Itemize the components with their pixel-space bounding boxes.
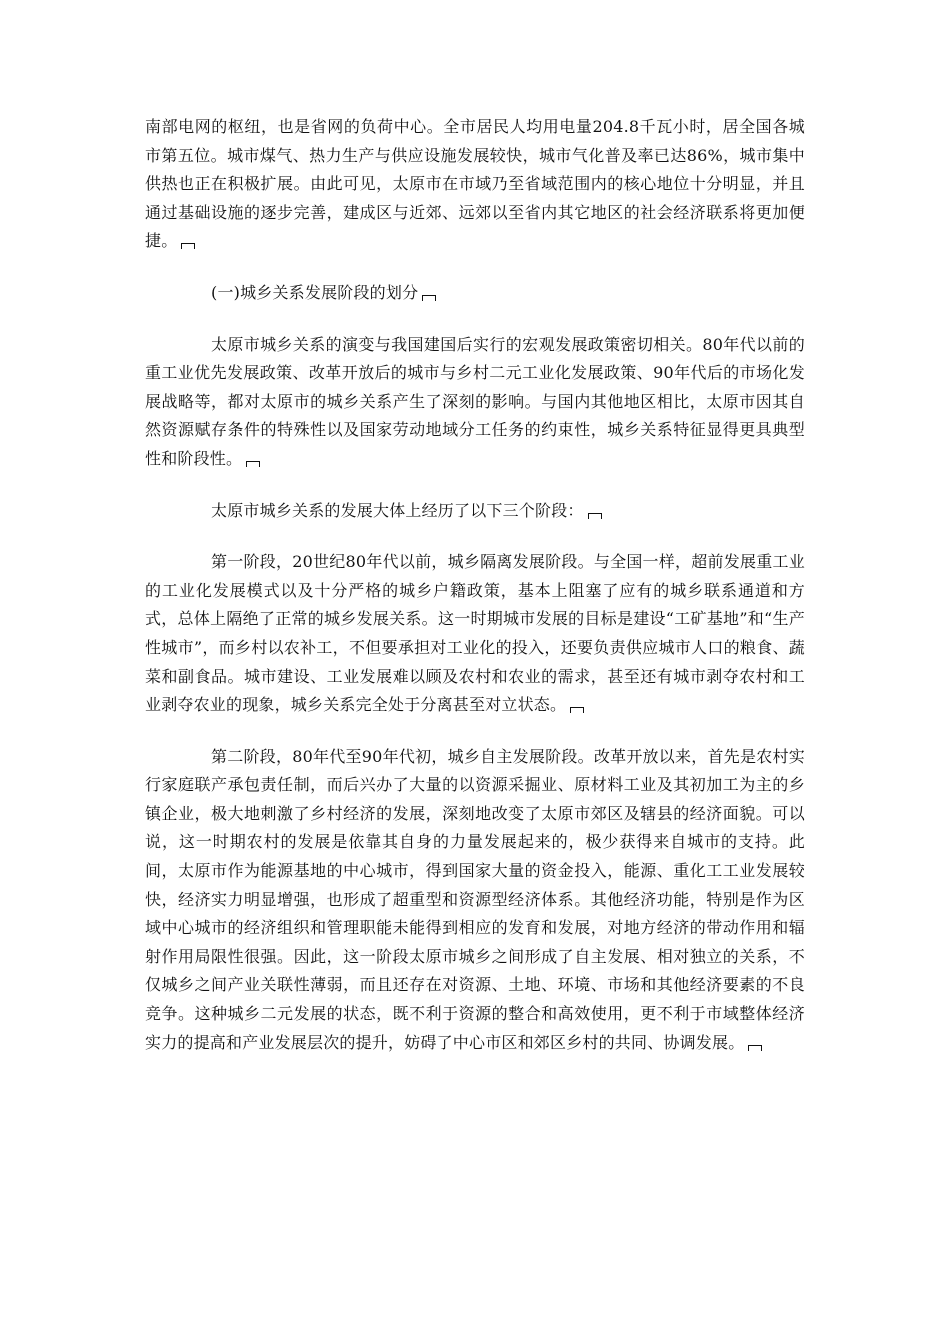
paragraph-end-mark bbox=[570, 707, 584, 713]
document-page bbox=[145, 113, 805, 1057]
paragraph-end-mark bbox=[181, 243, 195, 249]
section-heading: (一)城乡关系发展阶段的划分 bbox=[145, 279, 805, 308]
paragraph-end-mark bbox=[246, 461, 260, 467]
paragraph: 太原市城乡关系的发展大体上经历了以下三个阶段： bbox=[145, 497, 805, 526]
paragraph: 第一阶段，20世纪80年代以前，城乡隔离发展阶段。与全国一样，超前发展重工业的工业化发展模式以及十分严格的城乡户籍政策，基本上阻塞了应有的城乡联系通道和方式，总体上隔绝了正常的城乡发展关系。这一时期城市发展的目标是建设“工矿基地”和“生产性城市”，而乡村以农补工，不但要承担对工业化的投入，还要负责供应城市人口的粮食、蔬菜和副食品。城市建设、工业发展难以顾及农村和农业的需求，甚至还有城市剥夺农村和工业剥夺农业的现象，城乡关系完全处于分离甚至对立状态。 bbox=[145, 552, 805, 715]
paragraph: 太原市城乡关系的演变与我国建国后实行的宏观发展政策密切相关。80年代以前的重工业优先发展政策、改革开放后的城市与乡村二元工业化发展政策、90年代后的市场化发展战略等，都对太原市的城乡关系产生了深刻的影响。与国内其他地区相比，太原市因其自然资源赋存条件的特殊性以及国家劳动地域分工任务的约束性，城乡关系特征显得更具典型性和阶段性。 bbox=[145, 334, 805, 468]
paragraph-end-mark bbox=[422, 295, 436, 301]
paragraph: 第二阶段，80年代至90年代初，城乡自主发展阶段。改革开放以来，首先是农村实行家庭联产承包责任制，而后兴办了大量的以资源采掘业、原材料工业及其初加工为主的乡镇企业，极大地刺激了乡村经济的发展，深刻地改变了太原市郊区及辖县的经济面貌。可以说，这一时期农村的发展是依靠其自身的力量发展起来的，极少获得来自城市的支持。此间，太原市作为能源基地的中心城市，得到国家大量的资金投入，能源、重化工工业发展较快，经济实力明显增强，也形成了超重型和资源型经济体系。其他经济功能，特别是作为区域中心城市的经济组织和管理职能未能得到相应的发育和发展，对地方经济的带动作用和辐射作用局限性很强。因此，这一阶段太原市城乡之间形成了自主发展、相对独立的关系，不仅城乡之间产业关联性薄弱，而且还存在对资源、土地、环境、市场和其他经济要素的不良竞争。这种城乡二元发展的状态，既不利于资源的整合和高效使用，更不利于市域整体经济实力的提高和产业发展层次的提升，妨碍了中心市区和郊区乡村的共同、协调发展。 bbox=[145, 746, 805, 1052]
paragraph-continuation: 南部电网的枢纽，也是省网的负荷中心。全市居民人均用电量204.8千瓦小时，居全国各城市第五位。城市煤气、热力生产与供应设施发展较快，城市气化普及率已达86%，城市集中供热也正在积极扩展。由此可见，太原市在市域乃至省域范围内的核心地位十分明显，并且通过基础设施的逐步完善，建成区与近郊、远郊以至省内其它地区的社会经济联系将更加便捷。 bbox=[145, 117, 805, 251]
paragraph-end-mark bbox=[748, 1045, 762, 1051]
paragraph-end-mark bbox=[588, 513, 602, 519]
